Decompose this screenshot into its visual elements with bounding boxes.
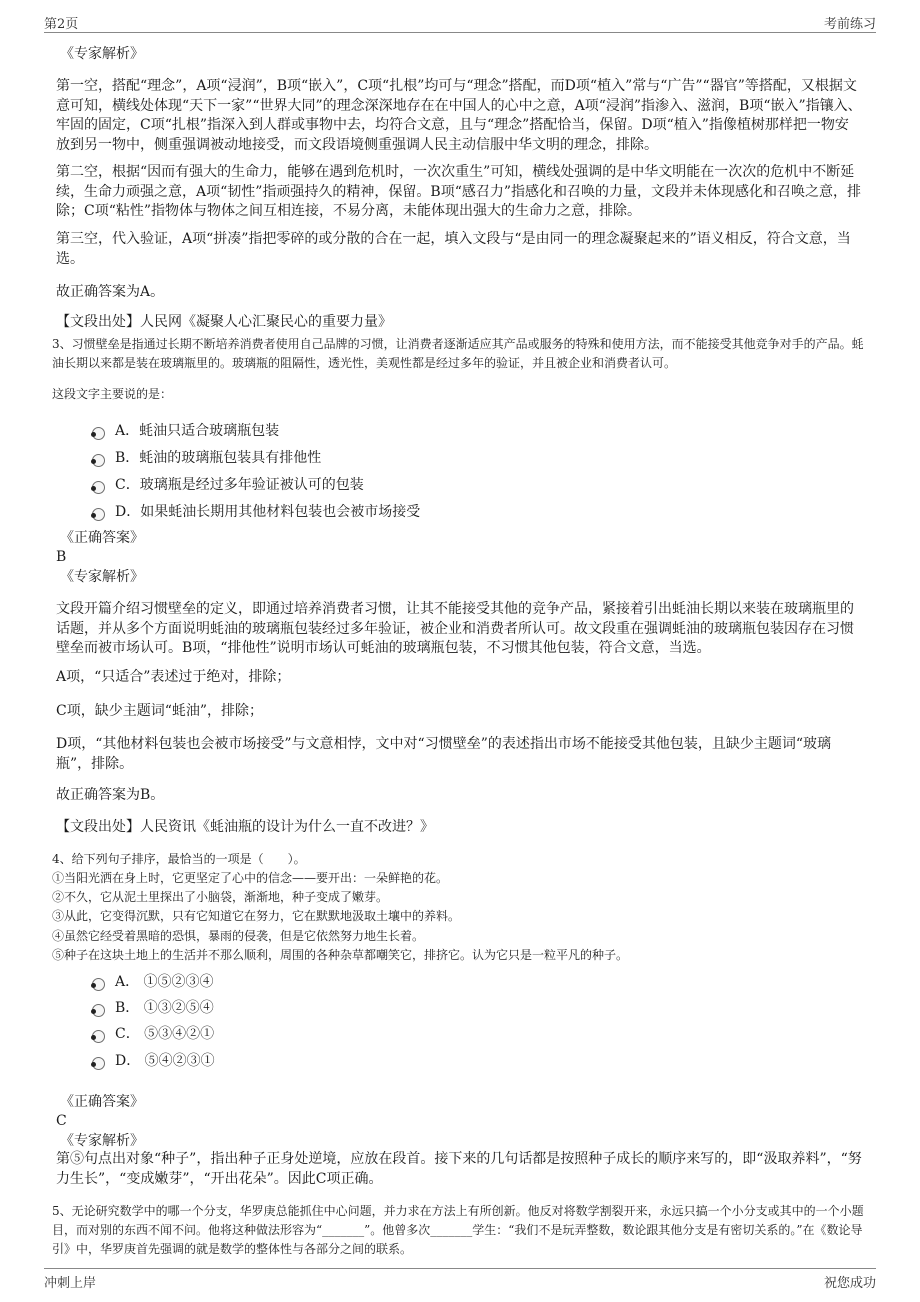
q3-answer-title: 《正确答案》	[60, 530, 144, 546]
q4-option-a-label: A． ①⑤②③④	[115, 974, 214, 990]
q3-source: 【文段出处】人民资讯《蚝油瓶的设计为什么一直不改进？》	[56, 819, 434, 835]
q3-option-a-label: A．蚝油只适合玻璃瓶包装	[115, 423, 280, 439]
q3-analysis-para3: C项，缺少主题词“蚝油”，排除；	[56, 703, 264, 719]
q4-line-4: ④虽然它经受着黑暗的恐惧，暴雨的侵袭，但是它依然努力地生长着。	[52, 929, 425, 943]
radio-icon[interactable]	[92, 1004, 105, 1017]
q4-option-d-label: D． ⑤④②③①	[115, 1053, 215, 1069]
q2-source: 【文段出处】人民网《凝聚人心汇聚民心的重要力量》	[56, 314, 392, 330]
q4-option-c[interactable]	[92, 1023, 214, 1043]
radio-icon[interactable]	[92, 1030, 105, 1043]
q2-analysis-title: 《专家解析》	[60, 46, 144, 62]
radio-icon[interactable]	[92, 508, 105, 521]
q3-prompt: 这段文字主要说的是：	[52, 387, 173, 401]
q4-line-3: ③从此，它变得沉默，只有它知道它在努力，它在默默地汲取土壤中的养料。	[52, 909, 461, 923]
q2-analysis-para1: 第一空，搭配“理念”，A项“浸润”，B项“嵌入”，C项“扎根”均可与“理念”搭配，而D项“植入”常与“广告”“器官”等搭配，又根据文意可知，横线处体现“天下一家”“世界大同”的理念深深地存在在中国人的心中之意，A项“浸润”指渗入、滋润，B项“嵌入”指镶入、牢固的固定，C项“扎根”指深入到人群或事物中去，均符合文意，且与“理念”搭配恰当，保留。D项“植入”指像植树那样把一物安放到另一物中，侧重强调被动地接受，而文段语境侧重强调人民主动信服中华文明的理念，排除。	[56, 78, 862, 153]
q4-analysis-para1: 第⑤句点出对象“种子”，指出种子正身处逆境，应放在段首。接下来的几句话都是按照种子成长的顺序来写的，即“汲取养料”，“努力生长”，“变成嫩芽”，“开出花朵”。因此C项正确。	[56, 1151, 862, 1187]
q3-analysis-para1: 文段开篇介绍习惯壁垒的定义，即通过培养消费者习惯，让其不能接受其他的竞争产品，紧接着引出蚝油长期以来装在玻璃瓶里的话题，并从多个方面说明蚝油的玻璃瓶包装经过多年验证，被企业和消费者所认可。故文段重在强调蚝油的玻璃瓶包装因存在习惯壁垒而被市场认可。B项，“排他性”说明市场认可蚝油的玻璃瓶包装，不习惯其他包装，符合文意，当选。	[56, 601, 854, 656]
footer-right-text: 祝您成功	[823, 1276, 876, 1291]
q2-analysis-para2: 第二空，根据“因而有强大的生命力，能够在遇到危机时，一次次重生”可知，横线处强调的是中华文明能在一次次的危机中不断延续，生命力顽强之意，A项“韧性”指顽强持久的精神，保留。B项“感召力”指感化和召唤的力量，文段并未体现感化和召唤之意，排除；C项“粘性”指物体与物体之间互相连接，不易分离，未能体现出强大的生命力之意，排除。	[56, 164, 862, 219]
header-title: 考前练习	[823, 17, 876, 32]
q3-conclusion: 故正确答案为B。	[56, 787, 165, 803]
q3-stem: 3、习惯壁垒是指通过长期不断培养消费者使用自己品牌的习惯，让消费者逐渐适应其产品或服务的特殊和使用方法，而不能接受其他竞争对手的产品。蚝油长期以来都是装在玻璃瓶里的。玻璃瓶的阻隔性，透光性，美观性都是经过多年的验证，并且被企业和消费者认可。	[52, 337, 864, 370]
q3-option-c-label: C．玻璃瓶是经过多年验证被认可的包装	[115, 477, 364, 493]
q4-answer-title: 《正确答案》	[60, 1094, 144, 1110]
q5-stem: 5、无论研究数学中的哪一个分支，华罗庚总能抓住中心问题，并力求在方法上有所创新。他反对将数学割裂开来，永远只搞一个小分支或其中的一个小题目，而对别的东西不闻不问。他将这种做法形容为“_______”。他曾多次_______学生：“我们不是玩弄整数，数论跟其他分支是有密切关系的。”在《数论导引》中，华罗庚首先强调的就是数学的整体性与各部分之间的联系。	[52, 1204, 864, 1256]
q4-line-1: ①当阳光洒在身上时，它更坚定了心中的信念——要开出：一朵鲜艳的花。	[52, 871, 449, 885]
q3-option-b[interactable]	[92, 447, 321, 467]
q4-option-b-label: B． ①③②⑤④	[115, 1000, 214, 1016]
radio-icon[interactable]	[92, 427, 105, 440]
radio-icon[interactable]	[92, 1057, 105, 1070]
q3-answer: B	[56, 549, 67, 565]
q4-option-d[interactable]	[92, 1050, 215, 1070]
q3-analysis-para2: A项，“只适合”表述过于绝对，排除；	[56, 669, 291, 685]
q4-option-c-label: C． ⑤③④②①	[115, 1026, 215, 1042]
footer-left-text: 冲刺上岸	[44, 1276, 97, 1291]
q4-option-a[interactable]	[92, 971, 214, 991]
q3-option-d[interactable]	[92, 501, 420, 521]
q4-analysis-title: 《专家解析》	[60, 1133, 144, 1149]
q3-option-d-label: D．如果蚝油长期用其他材料包装也会被市场接受	[115, 504, 421, 520]
q3-option-c[interactable]	[92, 474, 364, 494]
q4-line-5: ⑤种子在这块土地上的生活并不那么顺利，周围的各种杂草都嘲笑它，排挤它。认为它只是一粒平凡的种子。	[52, 948, 629, 962]
header-page-number: 第2页	[44, 17, 79, 32]
footer-divider	[44, 1268, 876, 1269]
q4-stem: 4、给下列句子排序，最恰当的一项是（ ）。	[52, 852, 306, 866]
radio-icon[interactable]	[92, 978, 105, 991]
q2-analysis-para3: 第三空，代入验证，A项“拼凑”指把零碎的或分散的合在一起，填入文段与“是由同一的理念凝聚起来的”语义相反，符合文意，当选。	[56, 231, 851, 267]
q3-option-a[interactable]	[92, 420, 279, 440]
q4-answer: C	[56, 1113, 67, 1129]
q2-conclusion: 故正确答案为A。	[56, 284, 165, 300]
radio-icon[interactable]	[92, 454, 105, 467]
q4-option-b[interactable]	[92, 997, 214, 1017]
q3-option-b-label: B．蚝油的玻璃瓶包装具有排他性	[115, 450, 322, 466]
radio-icon[interactable]	[92, 481, 105, 494]
q4-line-2: ②不久，它从泥土里探出了小脑袋，渐渐地，种子变成了嫩芽。	[52, 890, 389, 904]
q3-analysis-para4: D项，“其他材料包装也会被市场接受”与文意相悖，文中对“习惯壁垒”的表述指出市场不能接受其他包装，且缺少主题词“玻璃瓶”，排除。	[56, 736, 832, 772]
q3-analysis-title: 《专家解析》	[60, 569, 144, 585]
